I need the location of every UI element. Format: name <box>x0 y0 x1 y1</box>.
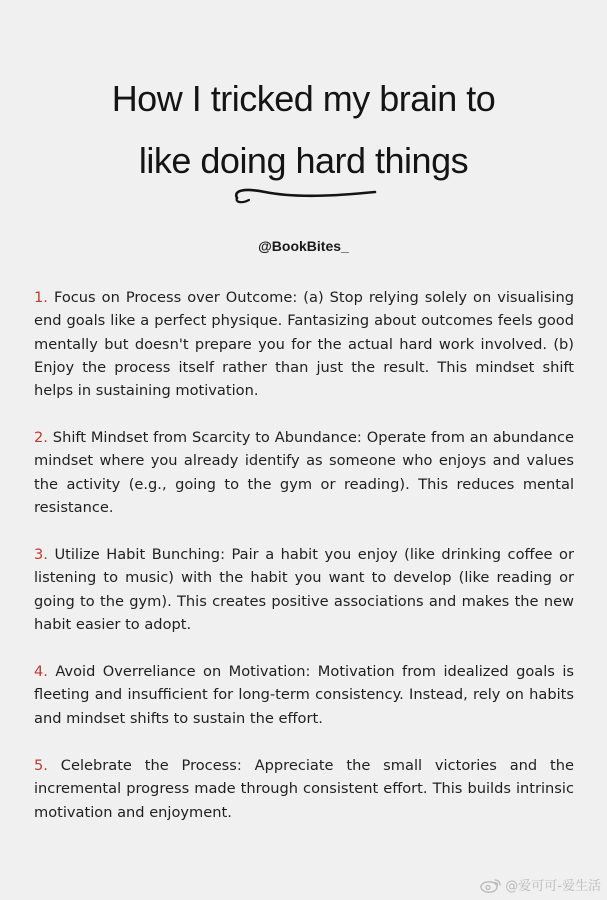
tip-number: 4. <box>34 663 48 680</box>
swoosh-underline-decoration <box>225 180 385 210</box>
tip-item-4 <box>34 660 574 730</box>
tip-item-1 <box>34 286 574 402</box>
tip-number: 2. <box>34 429 48 446</box>
tip-number: 3. <box>34 546 48 563</box>
tip-text: Utilize Habit Bunching: Pair a habit you enjoy (like drinking coffee or listening to music) with the habit you want to develop (like reading or going to the gym). This creates positive associations and makes the new habit easier to adopt. <box>34 546 574 633</box>
tip-text: Avoid Overreliance on Motivation: Motivation from idealized goals is fleeting and insufficient for long-term consistency. Instead, rely on habits and mindset shifts to sustain the effort. <box>34 663 574 727</box>
watermark <box>480 875 601 894</box>
weibo-icon <box>480 877 502 893</box>
watermark-text: @爱可可-爱生活 <box>505 879 601 894</box>
title-line-1: How I tricked my brain to <box>111 78 496 119</box>
tip-item-2 <box>34 426 574 519</box>
tip-item-5 <box>34 754 574 824</box>
tip-text: Shift Mindset from Scarcity to Abundance: Operate from an abundance mindset where you already identify as someone who enjoys and values the activity (e.g., going to the gym or reading). This reduces mental resistance. <box>34 429 574 516</box>
tip-item-3 <box>34 543 574 636</box>
tip-text: Celebrate the Process: Appreciate the small victories and the incremental progress made through consistent effort. This builds intrinsic motivation and enjoyment. <box>34 757 574 821</box>
tip-number: 1. <box>34 289 48 306</box>
tip-number: 5. <box>34 757 48 774</box>
tip-text: Focus on Process over Outcome: (a) Stop relying solely on visualising end goals like a perfect physique. Fantasizing about outcomes feels good mentally but doesn't prepare you for the actual hard work involved. (b) Enjoy the process itself rather than just the result. This mindset shift helps in sustaining motivation. <box>34 289 574 400</box>
title-line-2: like doing hard things <box>138 140 469 181</box>
author-handle: @BookBites_ <box>258 238 349 254</box>
